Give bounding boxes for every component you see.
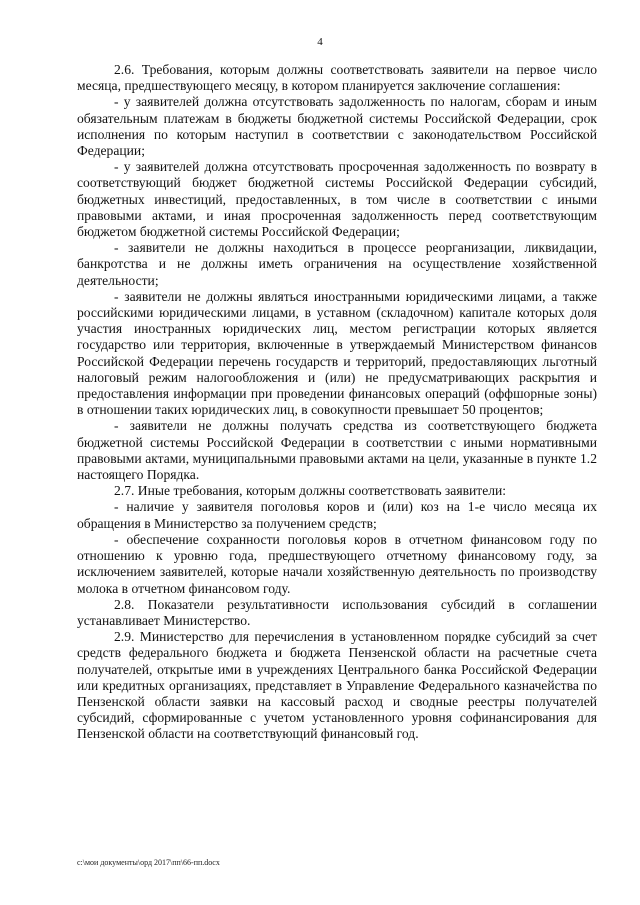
paragraph-foreign-entities: - заявители не должны являться иностранными юридическими лицами, а также российскими юридическими лицами, в уставном (складочном) капитале которых доля участия иностранных юридических лиц, местом регистрации которых является государство или территория, включенные в утверждаемый Министерством финансов Российской Федерации перечень государств и территорий, предоставляющих льготный налоговый режим налогообложения и (или) не предусматривающих раскрытия и предоставления информации при проведении финансовых операций (оффшорные зоны) в отношении таких юридических лиц, в совокупности превышает 50 процентов; xyxy=(77,288,597,418)
paragraph-tax-debt: - у заявителей должна отсутствовать задолженность по налогам, сборам и иным обязательным платежам в бюджеты бюджетной системы Российской Федерации, срок исполнения по которым наступил в соответствии с законодательством Российской Федерации; xyxy=(77,94,597,159)
paragraph-2-8: 2.8. Показатели результативности использования субсидий в соглашении устанавливает Министерство. xyxy=(77,596,597,628)
paragraph-2-6: 2.6. Требования, которым должны соответствовать заявители на первое число месяца, предшествующего месяцу, в котором планируется заключение соглашения: xyxy=(77,62,597,94)
paragraph-livestock: - наличие у заявителя поголовья коров и (или) коз на 1-е число месяца их обращения в Министерство за получением средств; xyxy=(77,499,597,531)
paragraph-2-9: 2.9. Министерство для перечисления в установленном порядке субсидий за счет средств федерального бюджета и бюджета Пензенской области на расчетные счета получателей, открытые ими в учреждениях Центрального банка Российской Федерации или кредитных организациях, представляет в Управление Федерального казначейства по Пензенской области заявки на кассовый расход и сводные реестры получателей субсидий, сформированные с учетом установленного уровня софинансирования для Пензенской области на соответствующий финансовый год. xyxy=(77,629,597,742)
paragraph-2-7: 2.7. Иные требования, которым должны соответствовать заявители: xyxy=(114,483,507,499)
paragraph-livestock-preservation: - обеспечение сохранности поголовья коров в отчетном финансовом году по отношению к уровню года, предшествующего отчетному финансовому году, за исключением заявителей, которые начали хозяйственную деятельность по производству молока в отчетном финансовом году. xyxy=(77,531,597,596)
document-body xyxy=(77,62,597,743)
paragraph-reorganization: - заявители не должны находиться в процессе реорганизации, ликвидации, банкротства и не должны иметь ограничения на осуществление хозяйственной деятельности; xyxy=(77,240,597,288)
footer-file-path: c:\мои документы\орд 2017\пп\66-пп.docx xyxy=(77,858,220,867)
page-number: 4 xyxy=(317,36,323,48)
paragraph-overdue-debt: - у заявителей должна отсутствовать просроченная задолженность по возврату в соответствующий бюджет бюджетной системы Российской Федерации субсидий, бюджетных инвестиций, предоставленных, в том числе в соответствии с иными правовыми актами, и иная просроченная задолженность перед соответствующим бюджетом бюджетной системы Российской Федерации; xyxy=(77,159,597,240)
paragraph-other-funds: - заявители не должны получать средства из соответствующего бюджета бюджетной системы Российской Федерации в соответствии с иными нормативными правовыми актами, муниципальными правовыми актами на цели, указанные в пункте 1.2 настоящего Порядка. xyxy=(77,418,597,483)
